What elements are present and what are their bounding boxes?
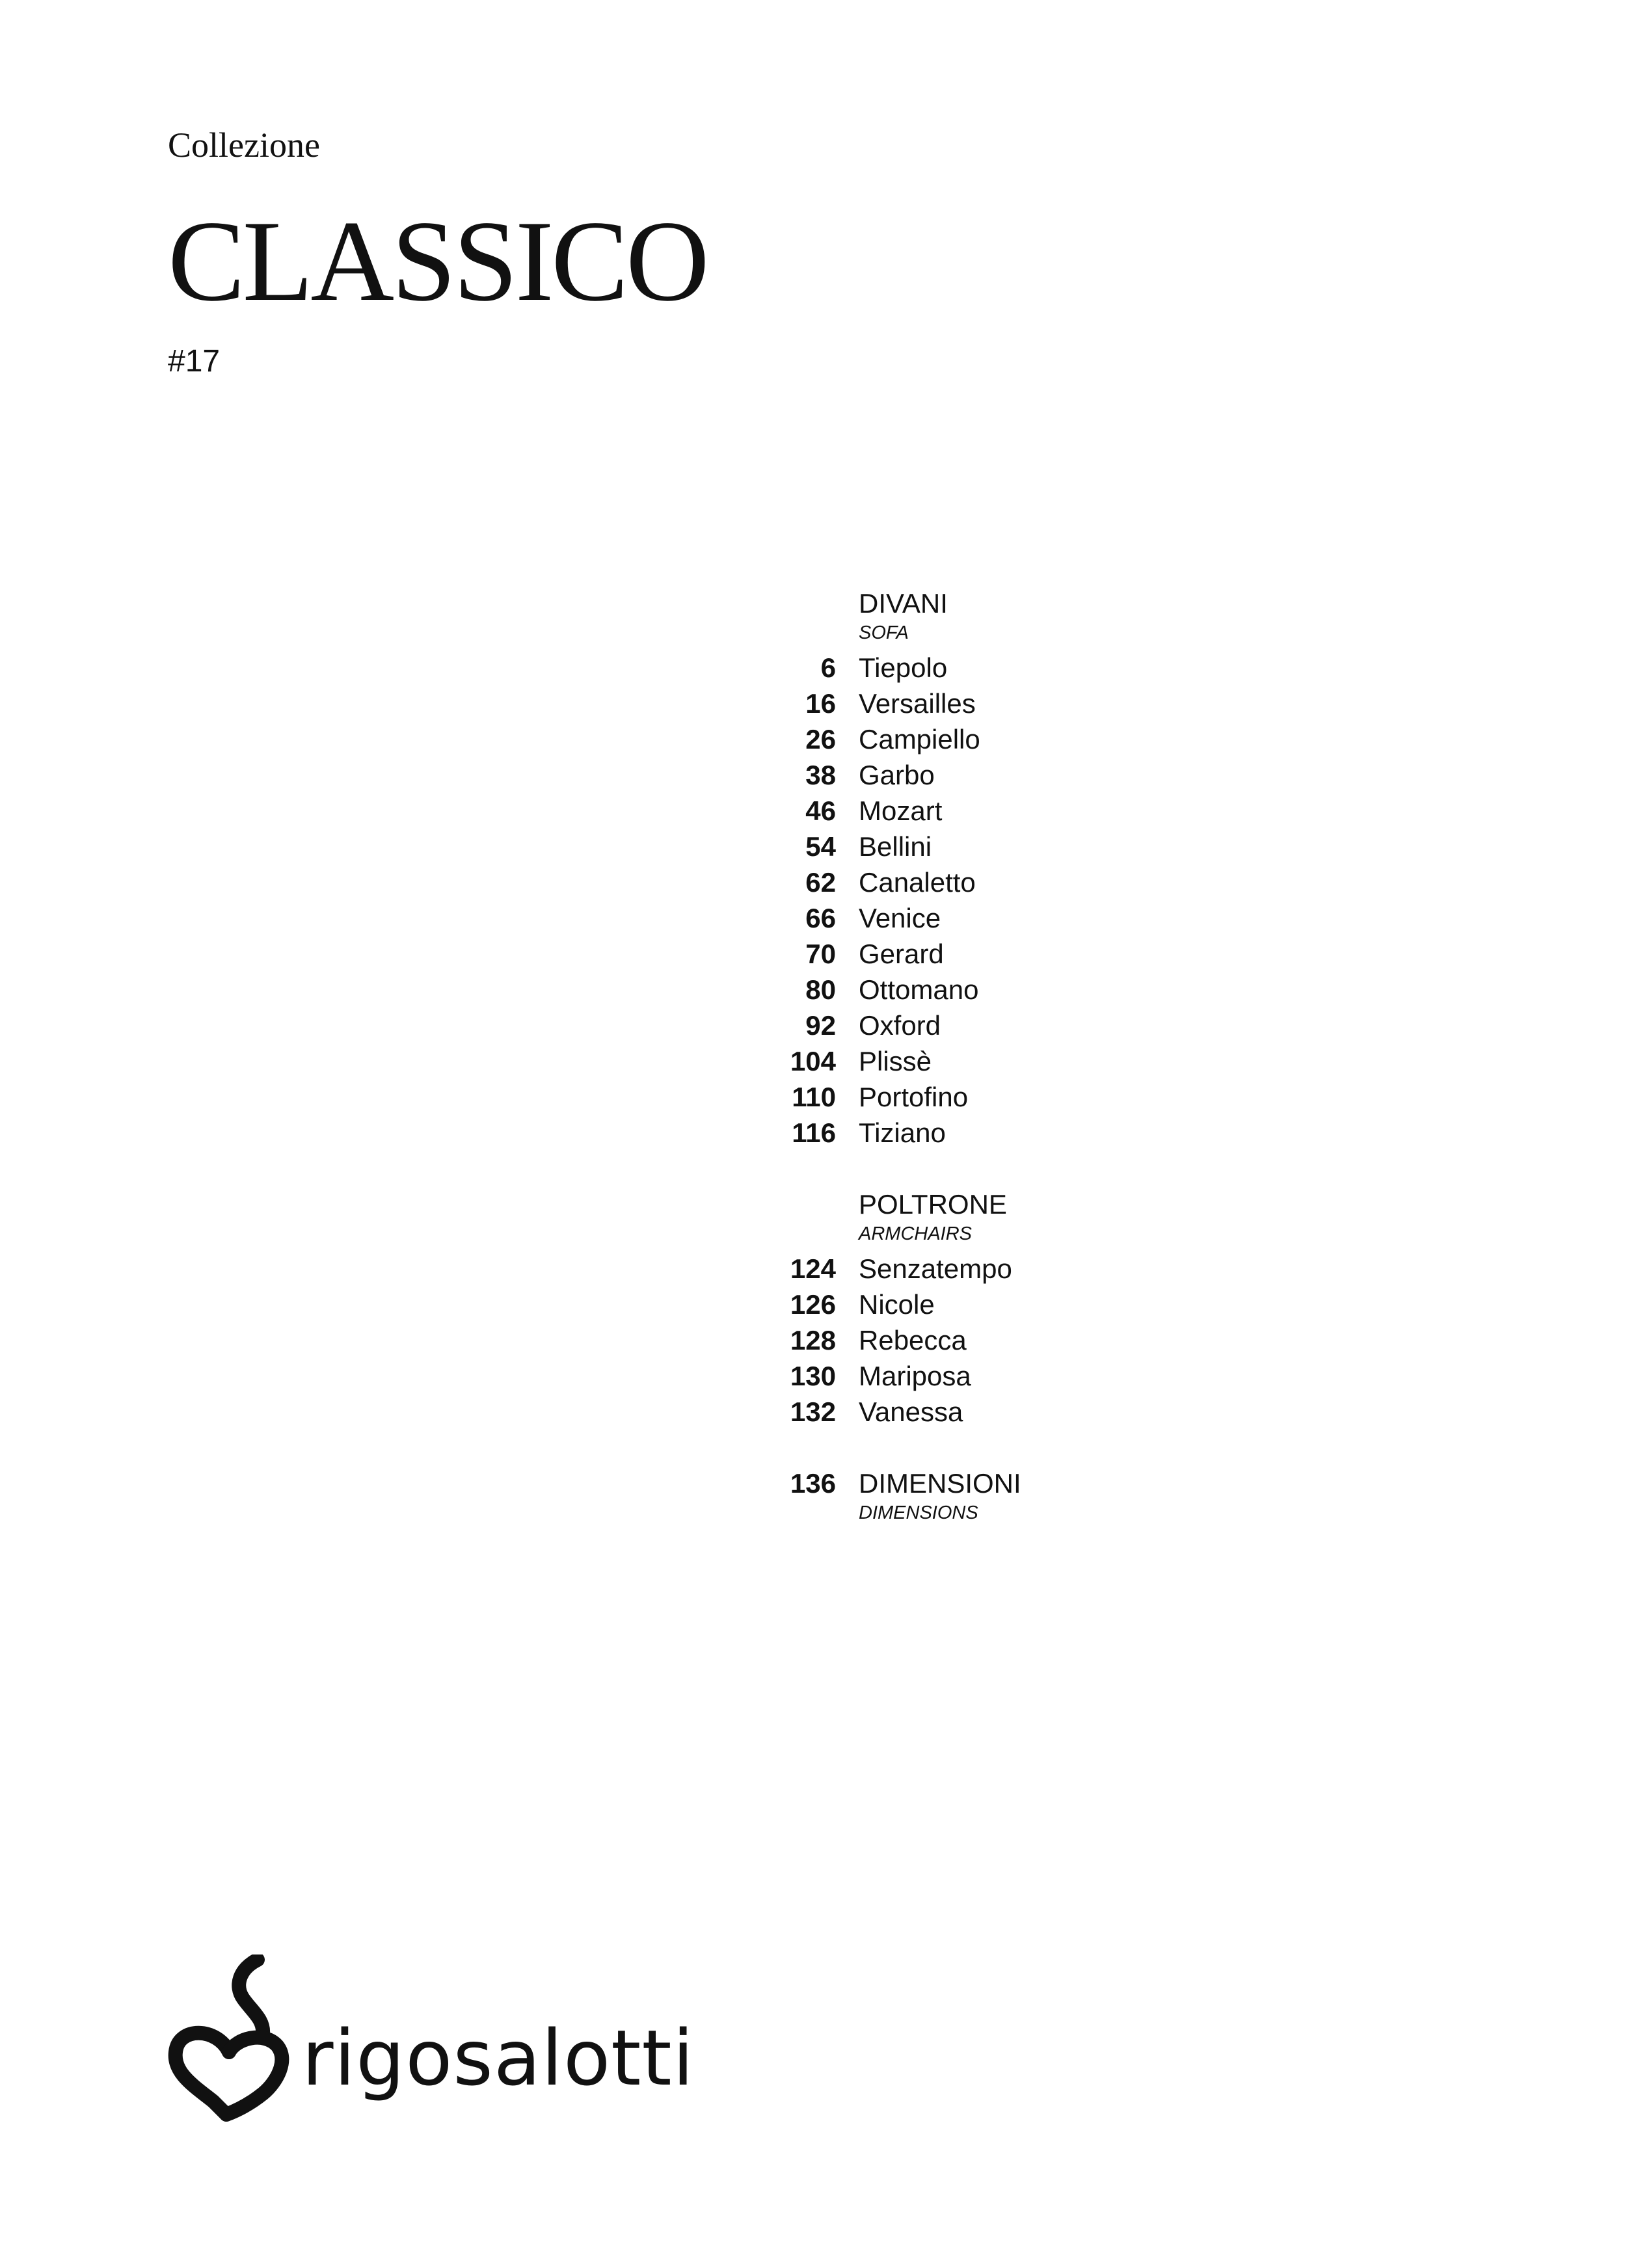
section-title-poltrone: POLTRONE [859, 1189, 1007, 1220]
entry-name: Versailles [859, 688, 976, 719]
collection-title: CLASSICO [168, 196, 707, 325]
entry-name: Venice [859, 903, 941, 933]
entry-name: DIMENSIONI [859, 1468, 1021, 1499]
page-number: 104 [790, 1046, 836, 1076]
toc-entry[interactable] [755, 1079, 1210, 1115]
toc-entry[interactable] [755, 1394, 1210, 1430]
toc-entry[interactable] [755, 1287, 1210, 1322]
page-number: 54 [805, 831, 836, 862]
toc-entry[interactable] [755, 793, 1210, 829]
page-number: 66 [805, 903, 836, 933]
page-number: 116 [792, 1117, 836, 1148]
toc-entry[interactable] [755, 1251, 1210, 1287]
page-number: 124 [790, 1253, 836, 1284]
page-number: 132 [790, 1396, 836, 1427]
table-of-contents [755, 585, 1210, 1530]
entry-name: Garbo [859, 760, 935, 790]
toc-entry[interactable] [755, 864, 1210, 900]
page-number: 126 [790, 1289, 836, 1320]
entry-name: Canaletto [859, 867, 976, 898]
entry-name: Campiello [859, 724, 980, 754]
page-number: 110 [792, 1082, 836, 1112]
entry-name: Mozart [859, 795, 943, 826]
toc-entry[interactable] [755, 972, 1210, 1007]
entry-name: Bellini [859, 831, 932, 862]
entry-name: Tiepolo [859, 652, 948, 683]
cover-header [168, 127, 707, 377]
page-number: 92 [805, 1010, 836, 1041]
page-number: 26 [805, 724, 836, 754]
toc-entry[interactable] [755, 900, 1210, 936]
toc-entry[interactable] [755, 1358, 1210, 1394]
page-number: 136 [790, 1468, 836, 1499]
page-number: 130 [790, 1361, 836, 1391]
page-number: 38 [805, 760, 836, 790]
entry-name: Tiziano [859, 1117, 946, 1148]
section-title-divani: DIVANI [859, 588, 948, 619]
toc-entry[interactable] [755, 650, 1210, 686]
toc-entry[interactable] [755, 721, 1210, 757]
section-subtitle-dimensions: DIMENSIONS [859, 1502, 978, 1523]
toc-entry[interactable] [755, 686, 1210, 721]
issue-number: #17 [168, 344, 221, 379]
toc-entry[interactable] [755, 1322, 1210, 1358]
page-number: 16 [805, 688, 836, 719]
entry-name: Oxford [859, 1010, 941, 1041]
section-subtitle-sofa: SOFA [859, 622, 909, 643]
toc-entry[interactable] [755, 1043, 1210, 1079]
collection-label: Collezione [168, 126, 320, 165]
toc-entry-dimensioni[interactable] [755, 1465, 1210, 1501]
page-number: 46 [805, 795, 836, 826]
entry-name: Plissè [859, 1046, 932, 1076]
page-number: 62 [805, 867, 836, 898]
page-number: 70 [805, 939, 836, 969]
toc-entry[interactable] [755, 829, 1210, 864]
section-gap [755, 1430, 1210, 1465]
section-gap [755, 1151, 1210, 1186]
toc-entry[interactable] [755, 936, 1210, 972]
entry-name: Ottomano [859, 974, 979, 1005]
brand-name: rigosalotti [302, 2013, 695, 2103]
toc-entry[interactable] [755, 757, 1210, 793]
entry-name: Senzatempo [859, 1253, 1012, 1284]
entry-name: Mariposa [859, 1361, 971, 1391]
page-number: 80 [805, 974, 836, 1005]
entry-name: Rebecca [859, 1325, 967, 1355]
toc-entry[interactable] [755, 1115, 1210, 1151]
page-number: 128 [790, 1325, 836, 1355]
entry-name: Portofino [859, 1082, 969, 1112]
heart-swirl-logo-icon [167, 1954, 290, 2124]
brand-logo [167, 1954, 700, 2124]
page-number: 6 [820, 652, 836, 683]
entry-name: Gerard [859, 939, 944, 969]
entry-name: Vanessa [859, 1396, 963, 1427]
entry-name: Nicole [859, 1289, 935, 1320]
toc-entry[interactable] [755, 1007, 1210, 1043]
section-subtitle-armchairs: ARMCHAIRS [859, 1223, 973, 1244]
